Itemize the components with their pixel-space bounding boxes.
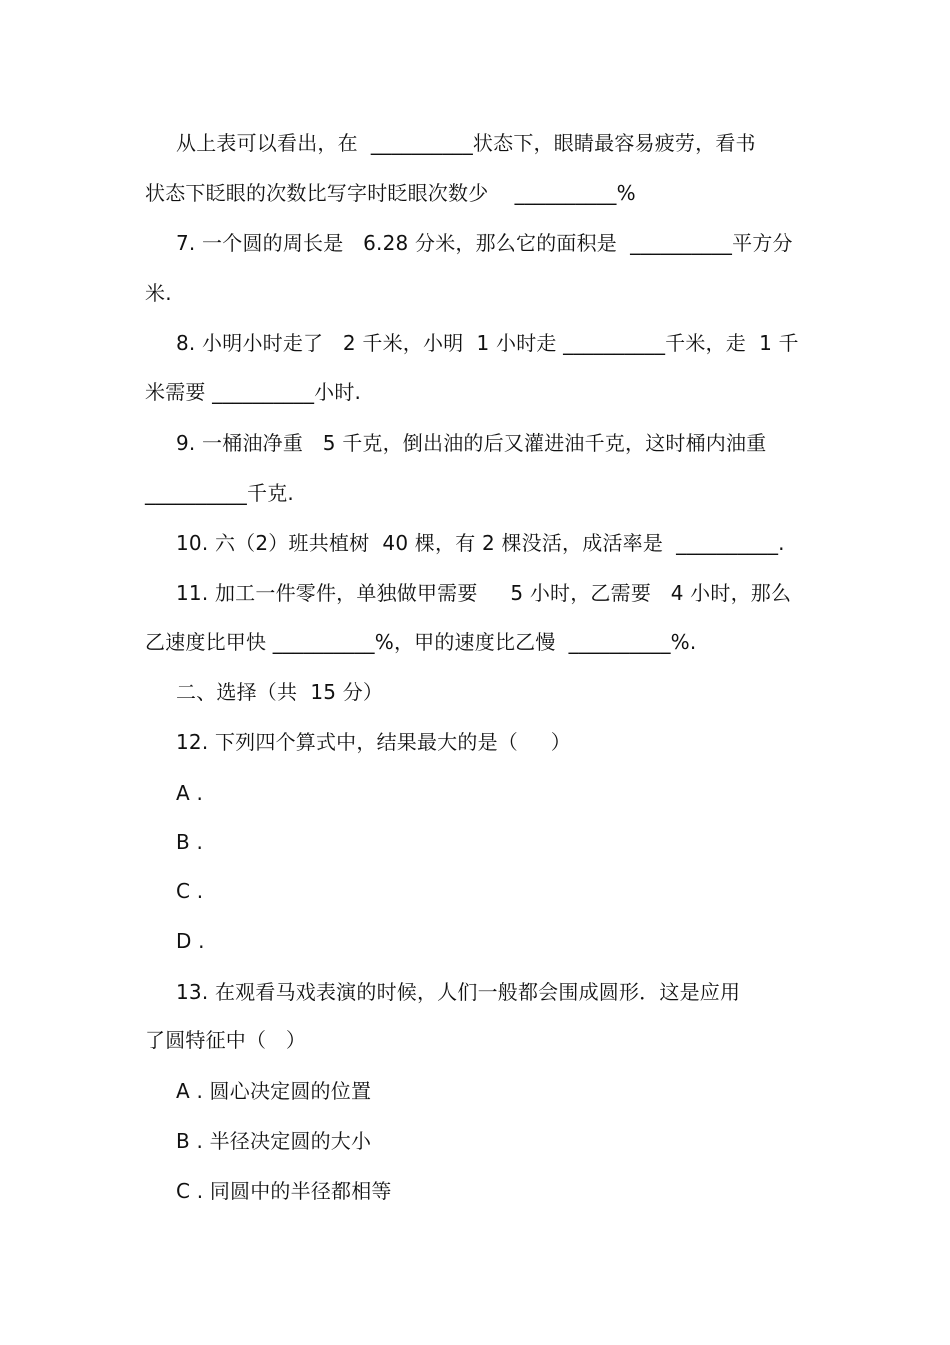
- text-line-eye-fatigue-q1: 从上表可以看出，在 __________状态下，眼睛最容易疲劳，看书: [176, 131, 756, 155]
- text-line-eye-fatigue-q2: 状态下眨眼的次数比写字时眨眼次数少 __________%: [145, 181, 636, 205]
- question-7-line-2: 米.: [145, 281, 172, 305]
- question-13-option-c: C . 同圆中的半径都相等: [176, 1179, 392, 1203]
- question-13-line-2: 了圆特征中（ ）: [145, 1028, 307, 1052]
- question-13-option-b: B . 半径决定圆的大小: [176, 1129, 372, 1153]
- question-8-line-2: 米需要 __________小时.: [145, 380, 362, 404]
- question-9-line-2: __________千克.: [145, 481, 294, 505]
- question-13-line-1: 13. 在观看马戏表演的时候，人们一般都会围成圆形．这是应用: [176, 980, 741, 1004]
- question-9-line-1: 9. 一桶油净重 5 千克，倒出油的后又灌进油千克，这时桶内油重: [176, 431, 767, 455]
- question-12-option-c: C .: [176, 879, 204, 903]
- question-7-line-1: 7. 一个圆的周长是 6.28 分米，那么它的面积是 __________平方分: [176, 231, 793, 255]
- question-10: 10. 六（2）班共植树 40 棵，有 2 棵没活，成活率是 __________.: [176, 531, 785, 555]
- question-12: 12. 下列四个算式中，结果最大的是（ ）: [176, 730, 571, 754]
- question-12-option-d: D .: [176, 929, 205, 953]
- question-8-line-1: 8. 小明小时走了 2 千米，小明 1 小时走 __________千米，走 1 千: [176, 331, 799, 355]
- question-12-option-b: B .: [176, 830, 204, 854]
- question-11-line-2: 乙速度比甲快 __________%，甲的速度比乙慢 __________%.: [145, 630, 697, 654]
- question-11-line-1: 11. 加工一件零件，单独做甲需要 5 小时，乙需要 4 小时，那么: [176, 581, 792, 605]
- section-heading-choice: 二、选择（共 15 分）: [176, 680, 384, 704]
- question-12-option-a: A .: [176, 781, 203, 805]
- question-13-option-a: A . 圆心决定圆的位置: [176, 1079, 372, 1103]
